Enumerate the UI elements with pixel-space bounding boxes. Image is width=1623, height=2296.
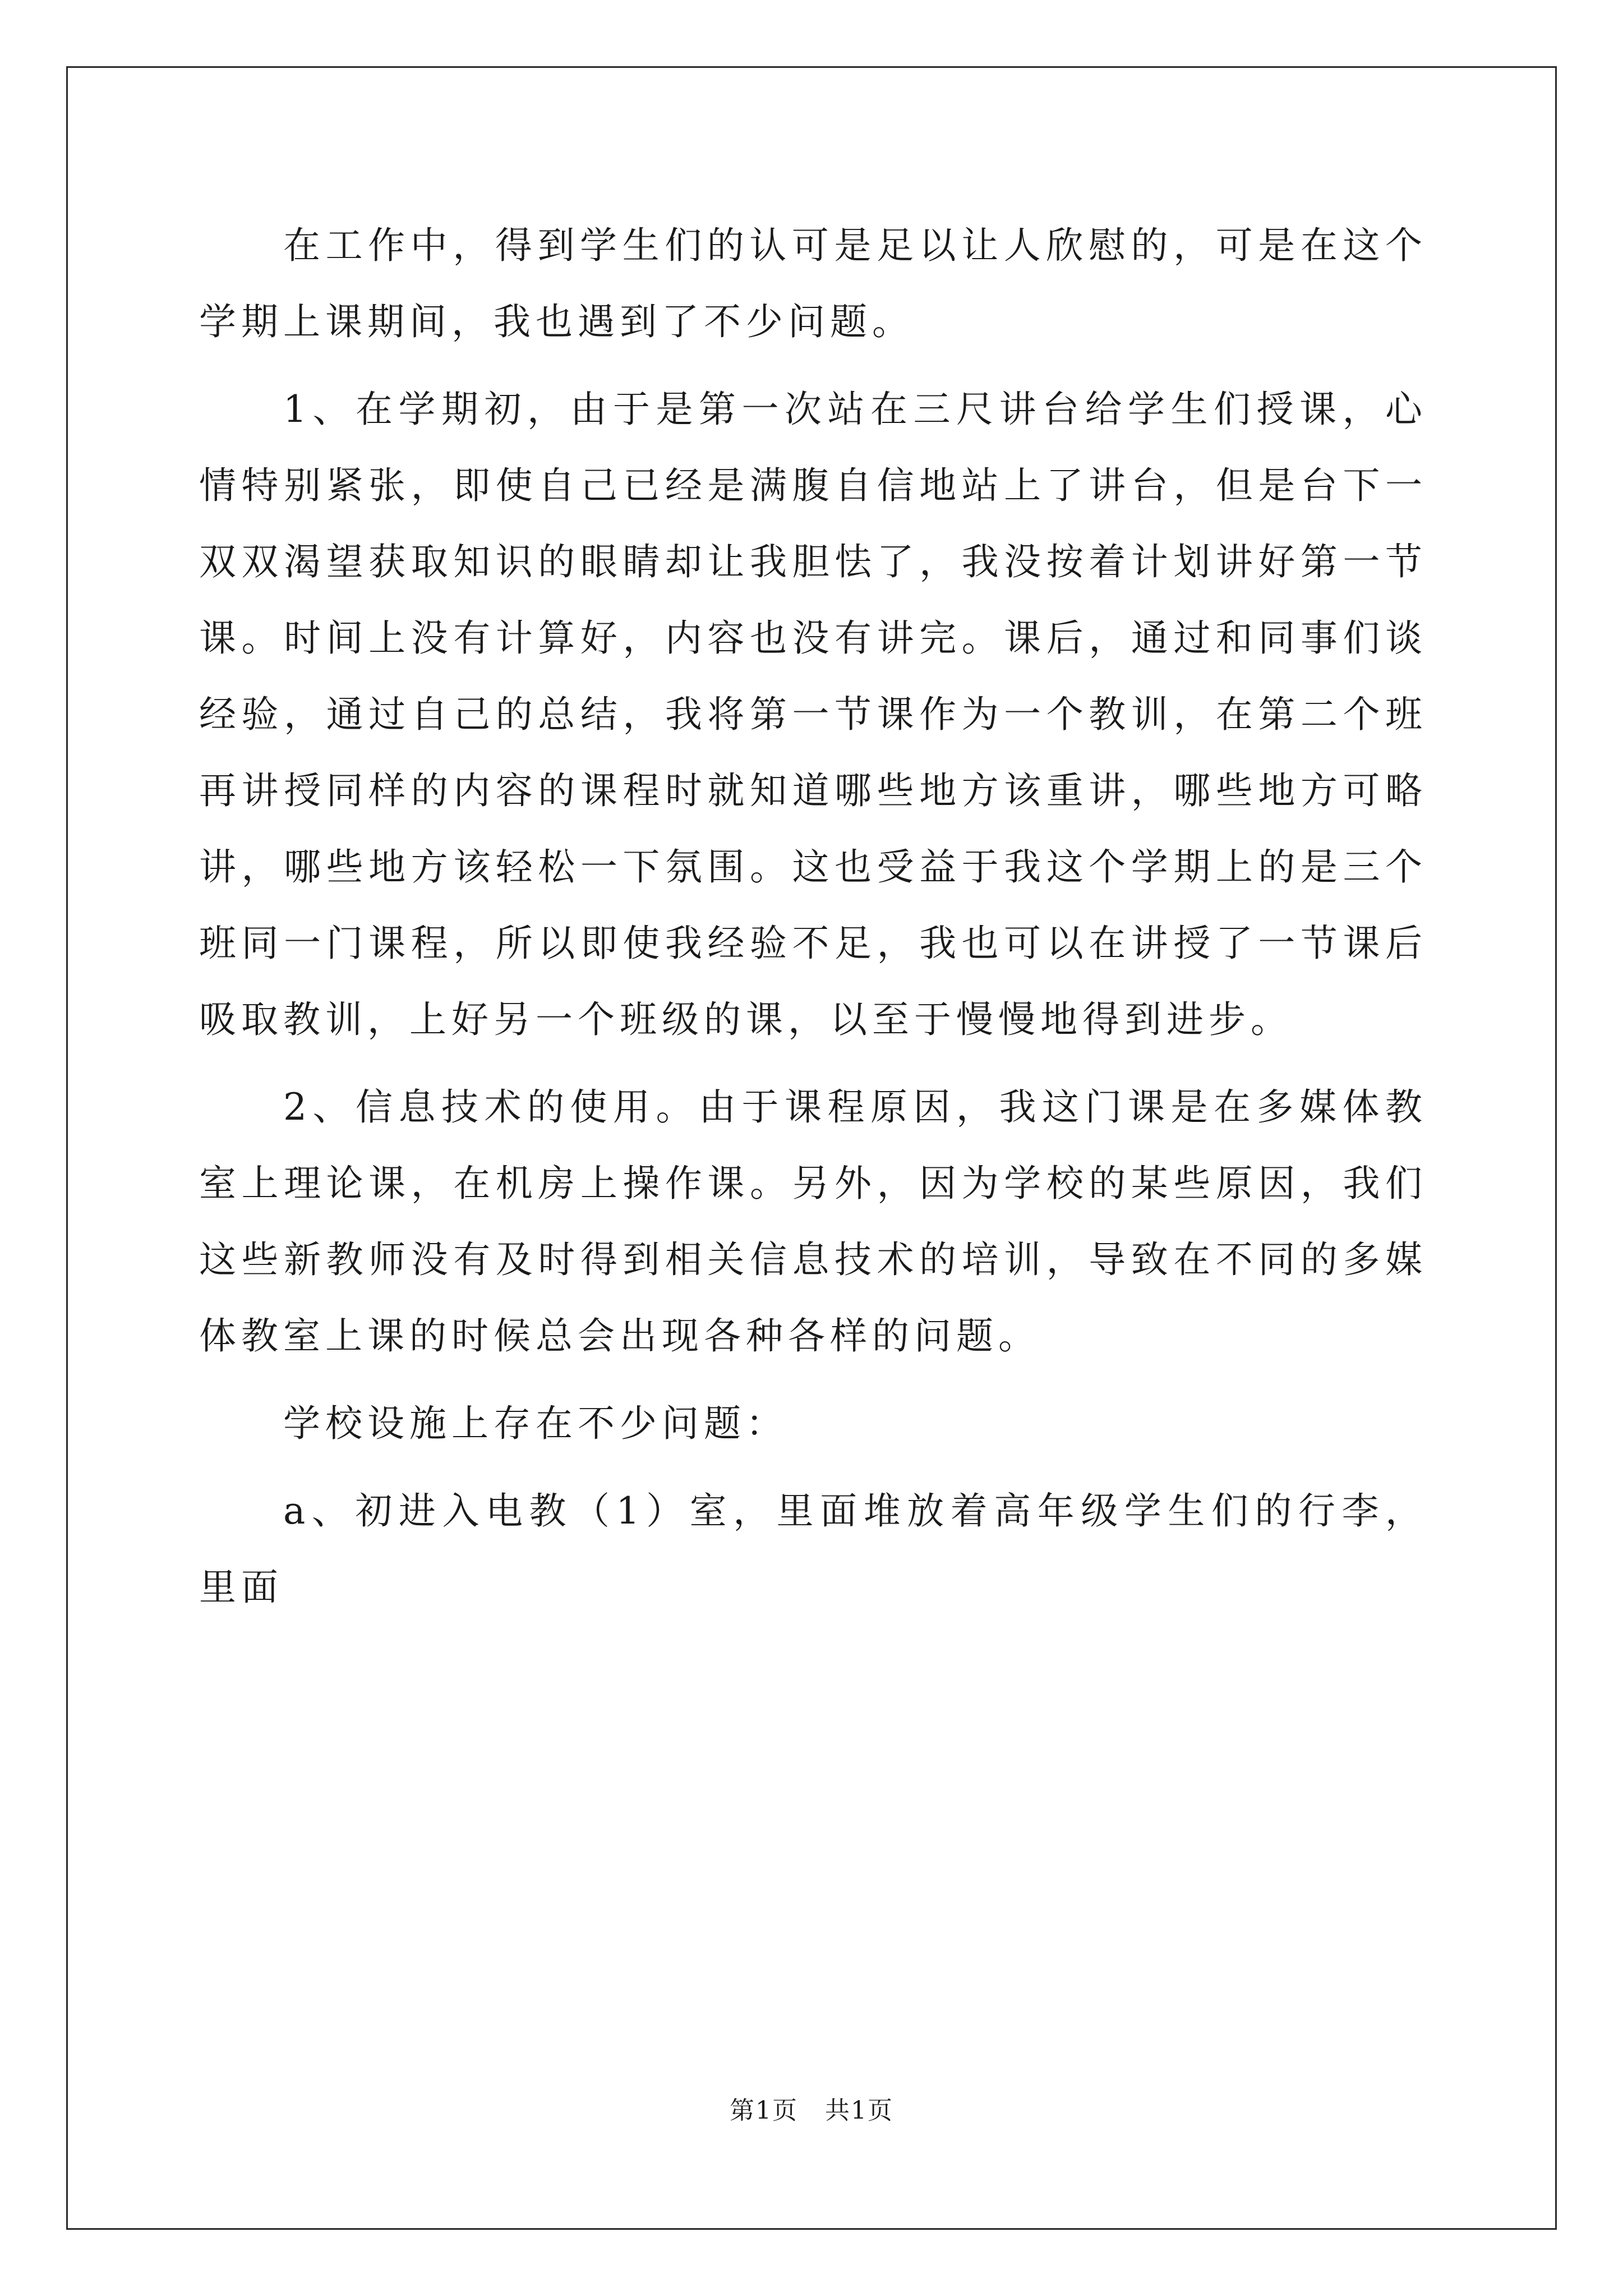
paragraph-item-1: 1、在学期初，由于是第一次站在三尺讲台给学生们授课，心情特别紧张，即使自己已经是满腹自信地站上了讲台，但是台下一双双渴望获取知识的眼睛却让我胆怯了，我没按着计划讲好第一节课。时间上没有计算好，内容也没有讲完。课后，通过和同事们谈经验，通过自己的总结，我将第一节课作为一个教训，在第二个班再讲授同样的内容的课程时就知道哪些地方该重讲，哪些地方可略讲，哪些地方该轻松一下氛围。这也受益于我这个学期上的是三个班同一门课程，所以即使我经验不足，我也可以在讲授了一节课后吸取教训，上好另一个班级的课，以至于慢慢地得到进步。 — [199, 388, 1427, 1041]
paragraph-intro: 在工作中，得到学生们的认可是足以让人欣慰的，可是在这个学期上课期间，我也遇到了不少问题。 — [199, 224, 1427, 343]
page-number: 第1页 — [730, 2096, 799, 2125]
document-body — [199, 208, 1427, 1626]
page-total: 共1页 — [824, 2096, 893, 2125]
paragraph-item-a: a、初进入电教（1）室，里面堆放着高年级学生们的行李，里面 — [199, 1489, 1427, 1609]
paragraph-facilities-heading: 学校设施上存在不少问题： — [283, 1402, 788, 1445]
page-footer — [0, 2094, 1623, 2128]
paragraph-item-2: 2、信息技术的使用。由于课程原因，我这门课是在多媒体教室上理论课，在机房上操作课。另外，因为学校的某些原因，我们这些新教师没有及时得到相关信息技术的培训，导致在不同的多媒体教室上课的时候总会出现各种各样的问题。 — [199, 1085, 1427, 1358]
